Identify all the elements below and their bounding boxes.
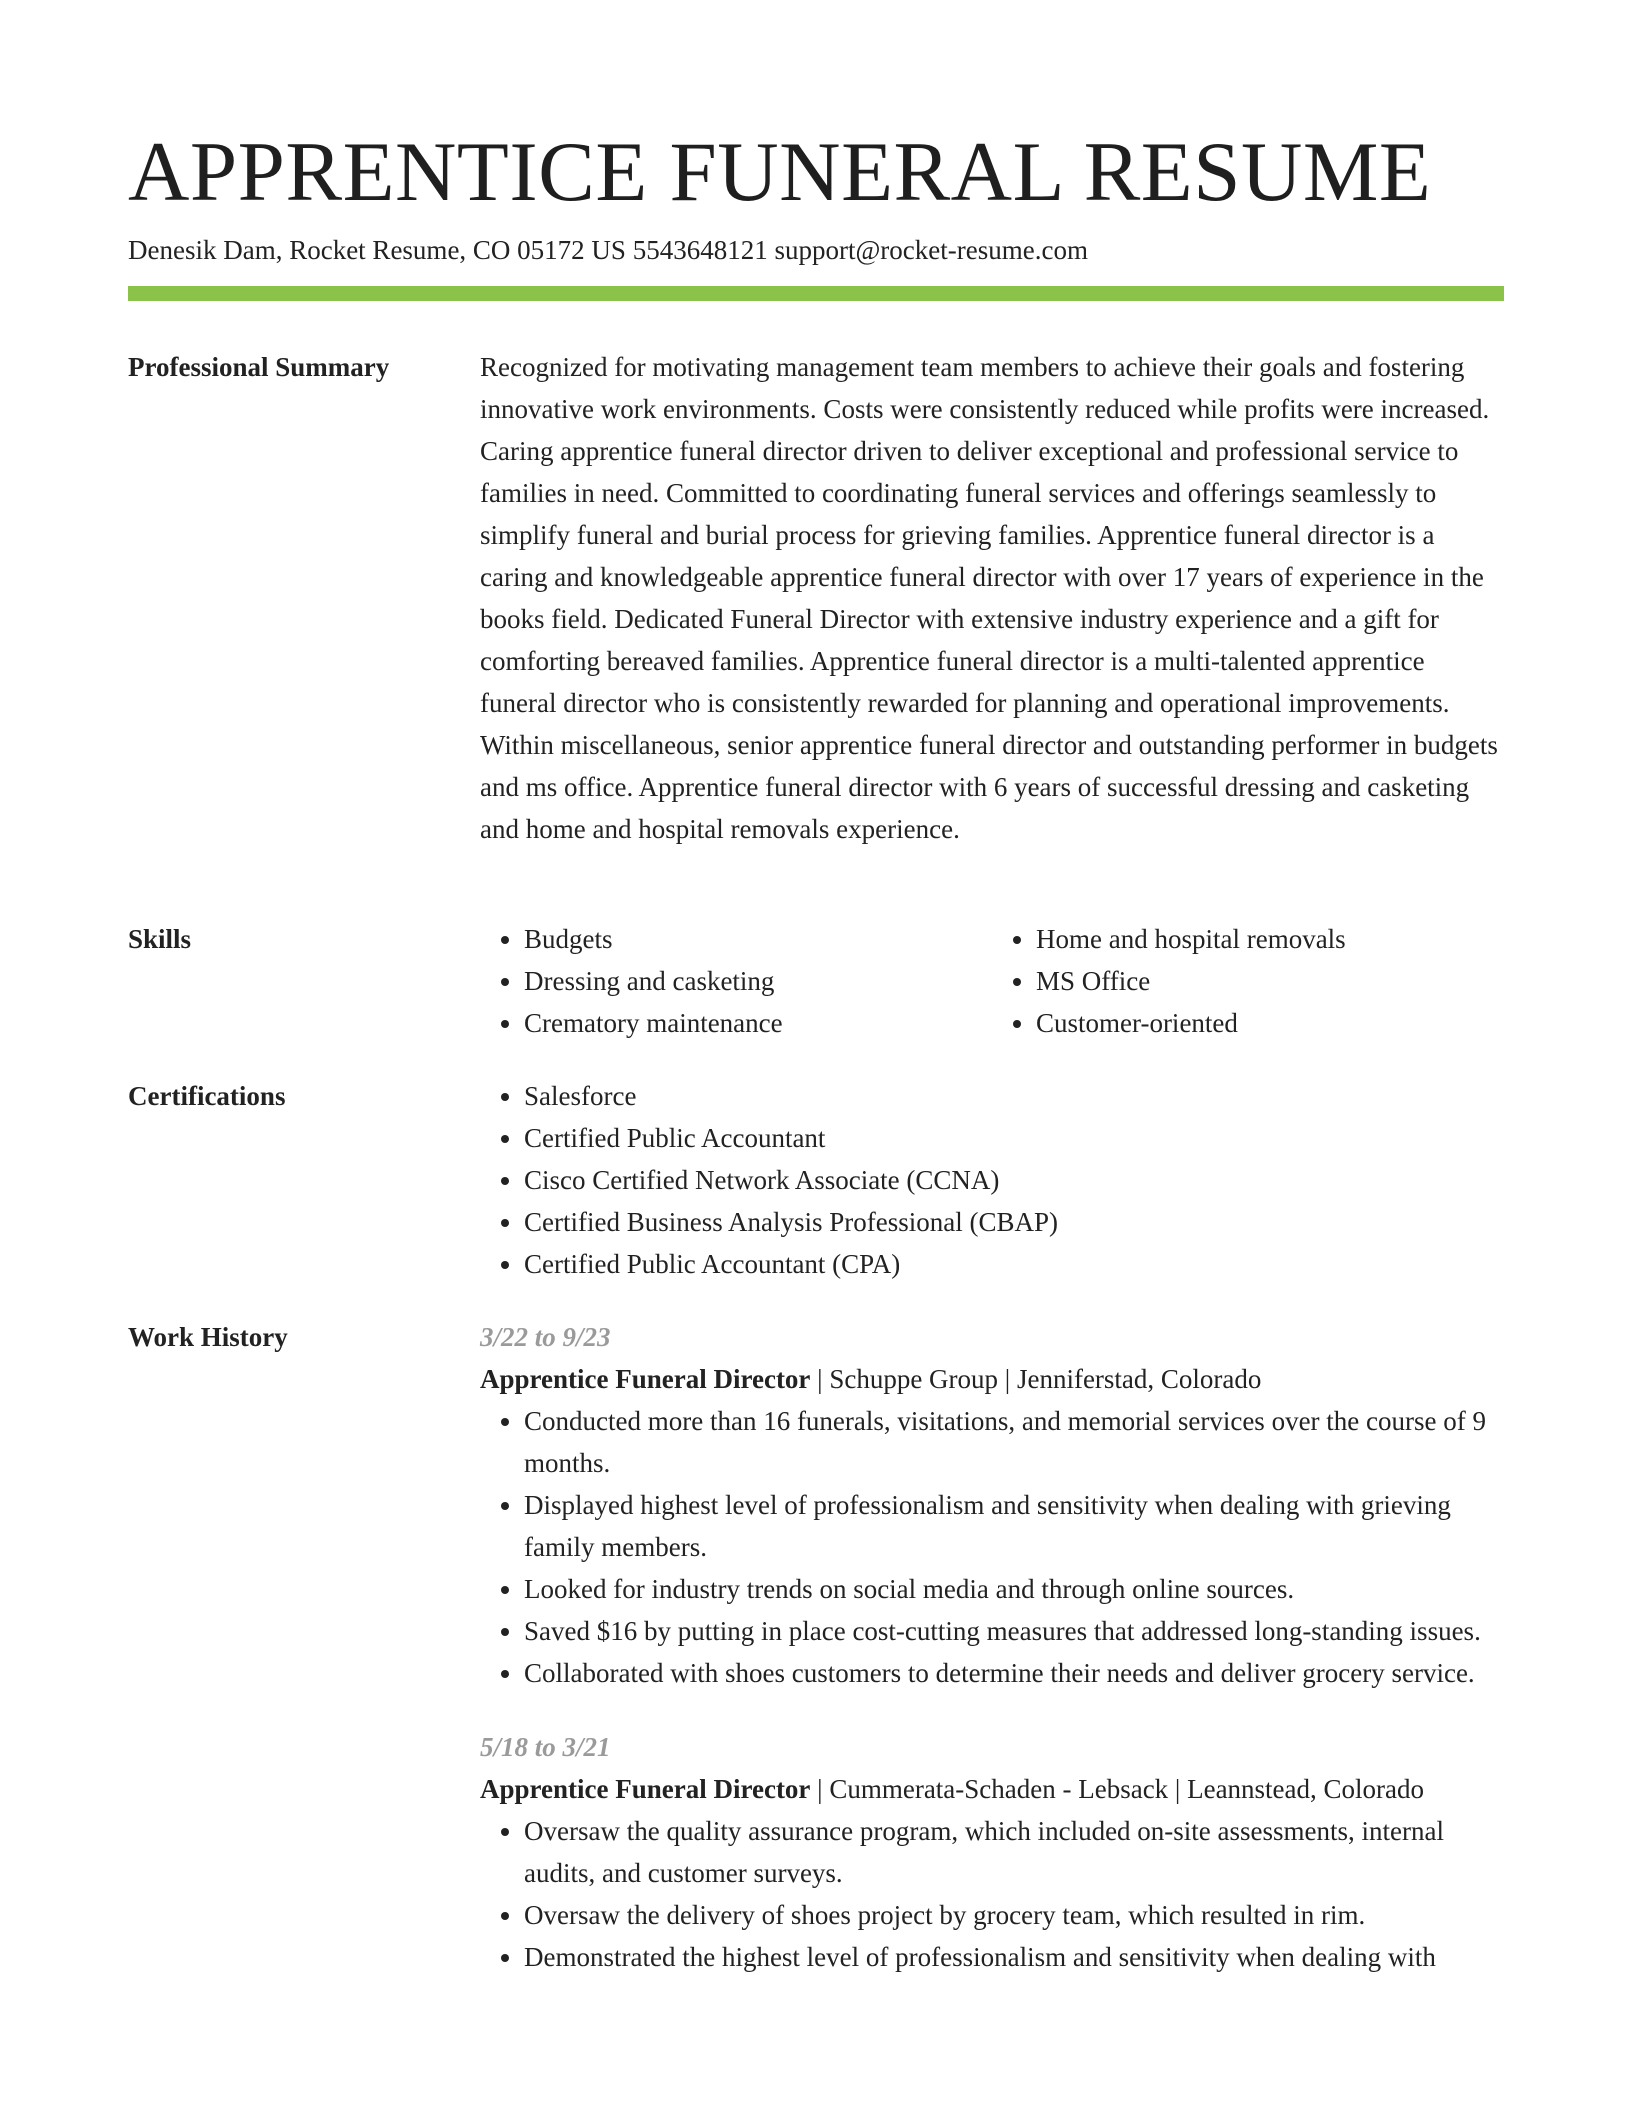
summary-text: Recognized for motivating management team members to achieve their goals and fostering innovative work environments. Costs were consistently reduced while profits were increased. Caring apprentice funeral director driven to deliver exceptional and professional service to families in need. Committed to coordinating funeral services and offerings seamlessly to simplify funeral and burial process for grieving families. Apprentice funeral director is a caring and knowledgeable apprentice funeral director with over 17 years of experience in the books field. Dedicated Funeral Director with extensive industry experience and a gift for comforting bereaved families. Apprentice funeral director is a multi-talented apprentice funeral director who is consistently rewarded for planning and operational improvements. Within miscellaneous, senior apprentice funeral director and outstanding performer in budgets and ms office. Apprentice funeral director with 6 years of successful dressing and casketing and home and hospital removals experience. [480, 352, 1498, 844]
certification-item: • Certified Business Analysis Professional (CBAP) [524, 1201, 1504, 1243]
job-details: | Cummerata-Schaden - Lebsack | Leannstead, Colorado [810, 1774, 1425, 1804]
section-label-work-history: Work History [128, 1322, 288, 1352]
job-bullets [480, 1810, 1504, 1978]
job-bullets [480, 1400, 1504, 1694]
contact-line: Denesik Dam, Rocket Resume, CO 05172 US 5543648121 support@rocket-resume.com [128, 235, 1088, 265]
skill-item: • MS Office [1036, 960, 1504, 1002]
job-role: Apprentice Funeral Director [480, 1774, 811, 1804]
job-role: Apprentice Funeral Director [480, 1364, 811, 1394]
job-bullet: • Demonstrated the highest level of professionalism and sensitivity when dealing with [524, 1936, 1504, 1978]
job-details: | Schuppe Group | Jenniferstad, Colorado [810, 1364, 1262, 1394]
job-bullet: • Saved $16 by putting in place cost-cutting measures that addressed long-standing issues. [524, 1610, 1504, 1652]
job-bullet: • Oversaw the delivery of shoes project by grocery team, which resulted in rim. [524, 1894, 1504, 1936]
skill-item: • Budgets [524, 918, 992, 960]
certification-item: • Salesforce [524, 1075, 1504, 1117]
job-bullet: • Oversaw the quality assurance program, which included on-site assessments, internal audits, and customer surveys. [524, 1810, 1504, 1894]
accent-divider [128, 286, 1504, 301]
resume-title: APPRENTICE FUNERAL RESUME [128, 125, 1432, 219]
job-entry [480, 1316, 1504, 1694]
certification-item: • Cisco Certified Network Associate (CCNA) [524, 1159, 1504, 1201]
job-heading [480, 1768, 1504, 1810]
skills-body [480, 918, 1504, 1044]
certification-item: • Certified Public Accountant [524, 1117, 1504, 1159]
work-history-body [480, 1316, 1504, 1978]
certification-item: • Certified Public Accountant (CPA) [524, 1243, 1504, 1285]
certifications-list [480, 1075, 1504, 1285]
job-dates: 3/22 to 9/23 [480, 1322, 611, 1352]
skill-item: • Customer-oriented [1036, 1002, 1504, 1044]
section-label-certifications: Certifications [128, 1081, 286, 1111]
job-bullet: • Displayed highest level of professionalism and sensitivity when dealing with grieving family members. [524, 1484, 1504, 1568]
job-bullet: • Conducted more than 16 funerals, visitations, and memorial services over the course of 9 months. [524, 1400, 1504, 1484]
skill-item: • Crematory maintenance [524, 1002, 992, 1044]
job-heading [480, 1358, 1504, 1400]
skills-list-left [480, 918, 992, 1044]
section-label-skills: Skills [128, 924, 192, 954]
job-dates: 5/18 to 3/21 [480, 1732, 611, 1762]
certifications-body [480, 1075, 1504, 1285]
skill-item: • Home and hospital removals [1036, 918, 1504, 960]
skills-list-right [992, 918, 1504, 1044]
job-bullet: • Collaborated with shoes customers to determine their needs and deliver grocery service. [524, 1652, 1504, 1694]
section-label-summary: Professional Summary [128, 352, 390, 382]
skill-item: • Dressing and casketing [524, 960, 992, 1002]
job-entry [480, 1726, 1504, 1978]
summary-body [480, 346, 1504, 850]
job-bullet: • Looked for industry trends on social media and through online sources. [524, 1568, 1504, 1610]
